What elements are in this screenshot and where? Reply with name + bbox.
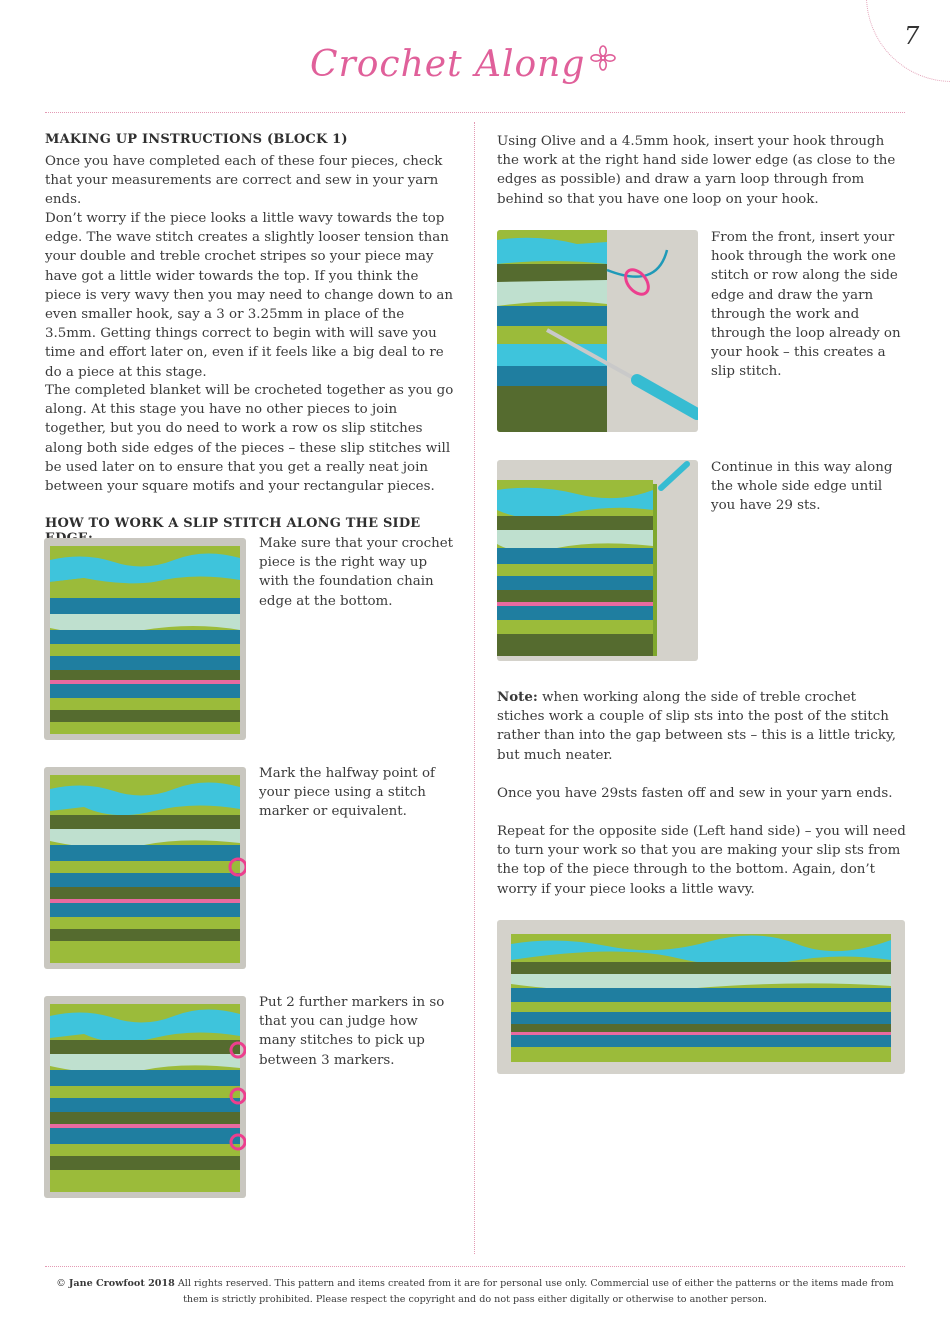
opposite-side-paragraph: Repeat for the opposite side (Left hand side) – you will need to turn your work so that you are making your slip sts from the top of the piece through to the bottom. Again, don’t worry if your piece looks a little wavy. (497, 824, 906, 897)
column-divider (474, 122, 475, 1254)
finished-strip-photo (497, 920, 905, 1074)
crochet-piece-photo-3 (44, 996, 246, 1198)
intro-paragraph: Once you have completed each of these four pieces, check that your measurements are correct and sew in your yarn ends. (45, 154, 443, 208)
making-up-heading: MAKING UP INSTRUCTIONS (BLOCK 1) (45, 132, 348, 147)
caption-halfway-marker: Mark the halfway point of your piece using a stitch marker or equivalent. (259, 766, 435, 820)
crochet-piece-photo-1 (44, 538, 246, 740)
copyright-footer (45, 1276, 905, 1308)
crochet-along-logo (310, 44, 617, 85)
logo-text: Crochet Along (310, 44, 586, 85)
wavy-paragraph: Don’t worry if the piece looks a little wavy towards the top edge. The wave stitch creates a slightly looser tension than your double and treble crochet stripes so your piece may have got a little wider towards the top. If you think the piece is very wavy then you may need to change down to an even smaller hook, say a 3 or 3.25mm in place of the 3.5mm. Getting things correct to begin with will save you time and effort later on, even if it feels like a big deal to re do a piece at this stage. (45, 211, 454, 380)
footer-author: Jane Crowfoot 2018 (68, 1278, 175, 1289)
flower-icon (589, 44, 617, 72)
note-paragraph (497, 688, 907, 765)
note-label: Note: (497, 689, 538, 705)
footer-divider (45, 1266, 905, 1267)
footer-text: All rights reserved. This pattern and items created from it are for personal use only. Commercial use of either the patterns or the items made from them is strictly prohibited. Please respect the copyright and do not pass either digitally or otherwise to another person. (174, 1278, 894, 1305)
header-divider (45, 112, 905, 113)
caption-slip-stitch: From the front, insert your hook through the work one stitch or row along the side edge and draw the yarn through the work and through the loop already on your hook – this creates a slip stitch. (711, 230, 901, 380)
caption-further-markers: Put 2 further markers in so that you can judge how many stitches to pick up between 3 markers. (259, 995, 445, 1068)
slip-stitch-heading: HOW TO WORK A SLIP STITCH ALONG THE SIDE (45, 516, 421, 531)
page-number: 7 (904, 22, 920, 50)
fasten-off-paragraph: Once you have 29sts fasten off and sew in your yarn ends. (497, 786, 893, 801)
blanket-paragraph: The completed blanket will be crocheted together as you go along. At this stage you have no other pieces to join together, but you do need to work a row os slip stitches along both side edges of the pieces – these slip stitches will be used later on to ensure that you get a really neat join between your square motifs and your rectangular pieces. (45, 383, 454, 495)
caption-right-way-up: Make sure that your crochet piece is the right way up with the foundation chain edge at the bottom. (259, 536, 453, 609)
copyright-symbol: © (56, 1278, 66, 1289)
caption-continue: Continue in this way along the whole side edge until you have 29 sts. (711, 460, 893, 514)
side-edge-photo (497, 460, 698, 661)
crochet-piece-photo-2 (44, 767, 246, 969)
olive-hook-paragraph: Using Olive and a 4.5mm hook, insert your hook through the work at the right hand side lower edge (as close to the edges as possible) and draw a yarn loop through from behind so that you have one loop on your hook. (497, 134, 896, 207)
hook-closeup-photo (497, 230, 698, 432)
note-text: when working along the side of treble crochet stiches work a couple of slip sts into the post of the stitch rather than into the gap between sts – this is a little tricky, but much neater. (497, 690, 896, 763)
